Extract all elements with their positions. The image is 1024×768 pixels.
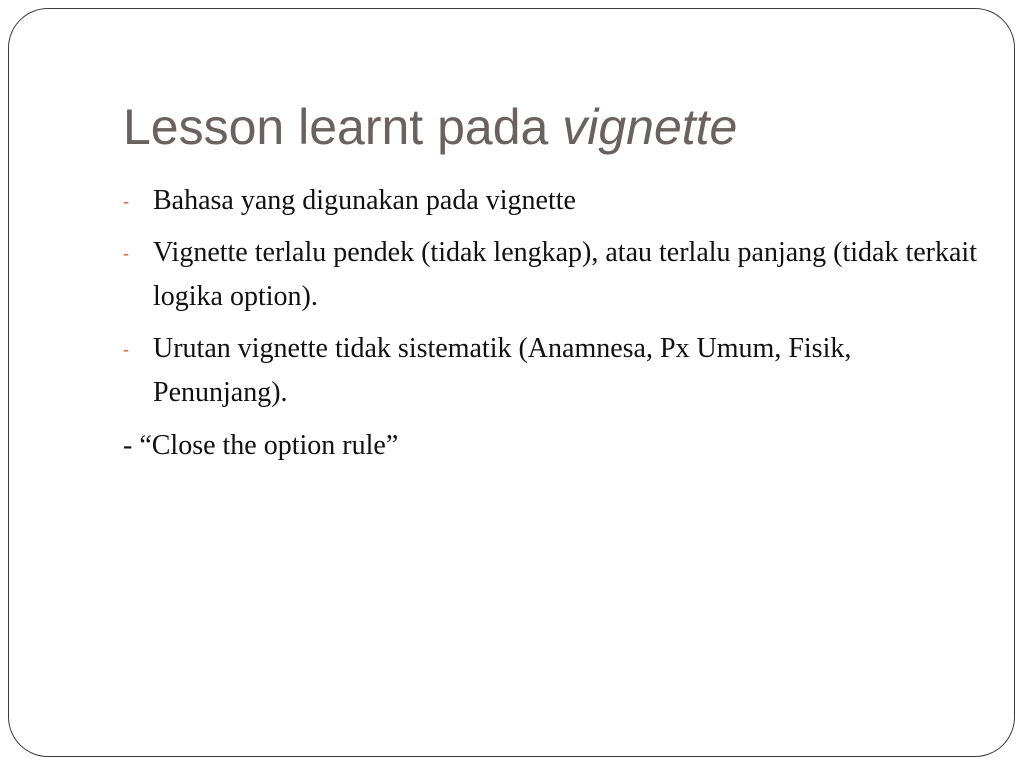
bullet-text: Urutan vignette tidak sistematik (Anamnesa, Px Umum, Fisik, Penunjang). xyxy=(153,333,852,408)
bullet-item xyxy=(123,179,983,223)
closing-line: - “Close the option rule” xyxy=(123,430,399,461)
slide-title xyxy=(123,97,737,157)
bullet-text: Bahasa yang digunakan pada vignette xyxy=(153,185,576,216)
bullet-marker: - xyxy=(123,191,129,211)
slide-frame xyxy=(8,8,1015,757)
bullet-item xyxy=(123,231,983,319)
slide-title-plain: Lesson learnt pada xyxy=(123,99,563,155)
bullet-text: Vignette terlalu pendek (tidak lengkap), atau terlalu panjang (tidak terkait logika option). xyxy=(153,237,977,312)
bullet-marker: - xyxy=(123,339,129,359)
bullet-list xyxy=(123,179,983,423)
bullet-item xyxy=(123,327,983,415)
slide-title-italic: vignette xyxy=(562,99,738,155)
bullet-marker: - xyxy=(123,243,129,263)
